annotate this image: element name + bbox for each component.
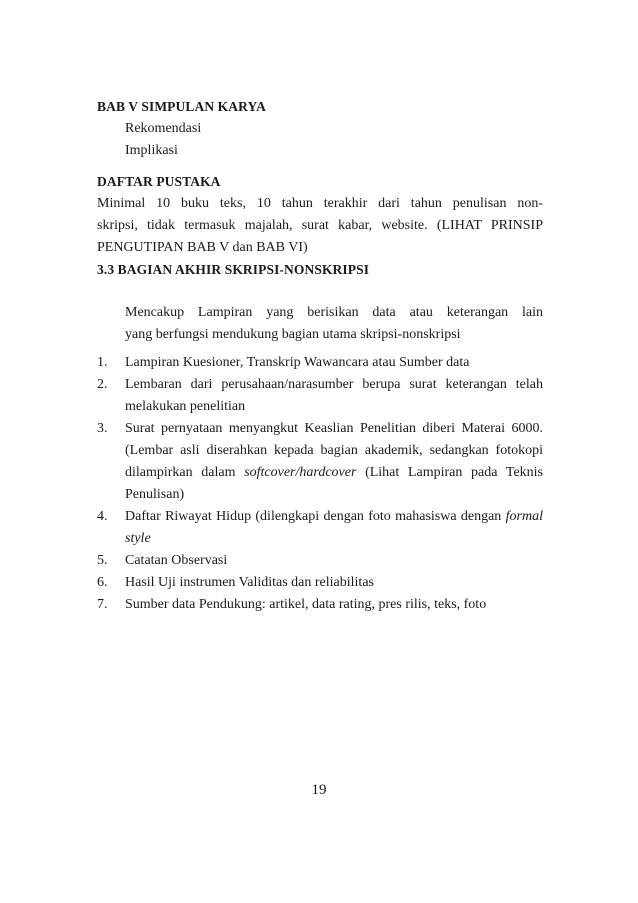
daftar-pustaka-line-1: Minimal 10 buku teks, 10 tahun terakhir dari tahun penulisan non- <box>97 196 543 211</box>
list-number: 5. <box>97 553 108 568</box>
section-3-3-heading: 3.3 BAGIAN AKHIR SKRIPSI-NONSKRIPSI <box>97 262 370 277</box>
list-text: Lembaran dari perusahaan/narasumber berupa surat keterangan telah melakukan penelitian <box>125 377 543 414</box>
bab5-heading: BAB V SIMPULAN KARYA <box>97 99 266 114</box>
daftar-pustaka-section <box>97 171 543 259</box>
bab5-item-implikasi: Implikasi <box>125 143 178 158</box>
page-number: 19 <box>311 782 327 798</box>
list-text-part: Daftar Riwayat Hidup (dilengkapi dengan foto mahasiswa dengan <box>125 509 506 524</box>
section-3-3-intro <box>97 302 543 346</box>
list-text: Hasil Uji instrumen Validitas dan reliabilitas <box>125 575 374 590</box>
lampiran-list <box>97 352 543 616</box>
list-item <box>97 572 543 594</box>
list-number: 3. <box>97 421 108 436</box>
list-item <box>97 594 543 616</box>
list-number: 4. <box>97 509 108 524</box>
section-3-3 <box>97 259 543 281</box>
list-text-part: (Lihat Lampiran pada Teknis Penulisan) <box>125 465 543 502</box>
list-number: 2. <box>97 377 108 392</box>
daftar-pustaka-line-3: PENGUTIPAN BAB V dan BAB VI) <box>97 240 308 255</box>
list-text: Catatan Observasi <box>125 553 228 568</box>
list-item <box>97 550 543 572</box>
list-item <box>97 374 543 418</box>
list-text <box>125 418 543 506</box>
bab5-item-rekomendasi: Rekomendasi <box>125 121 202 136</box>
list-text-part: Surat pernyataan menyangkut Keaslian Penelitian diberi Materai 6000. (Lembar asli diserahkan kepada bagian akademik, sedangkan fotokopi dilampirkan dalam <box>125 421 543 480</box>
list-number: 1. <box>97 355 108 370</box>
daftar-pustaka-heading: DAFTAR PUSTAKA <box>97 174 221 189</box>
bab5-section <box>97 96 543 162</box>
list-text-italic: formal style <box>125 509 543 546</box>
list-text: Sumber data Pendukung: artikel, data rating, pres rilis, teks, foto <box>125 597 487 612</box>
list-text-italic: softcover/hardcover <box>244 465 357 480</box>
list-text <box>125 506 543 550</box>
list-text: Lampiran Kuesioner, Transkrip Wawancara atau Sumber data <box>125 355 470 370</box>
intro-line-2: yang berfungsi mendukung bagian utama skripsi-nonskripsi <box>125 327 461 342</box>
daftar-pustaka-line-2: skripsi, tidak termasuk majalah, surat kabar, website. (LIHAT PRINSIP <box>97 218 543 233</box>
list-item <box>97 506 543 550</box>
list-item <box>97 352 543 374</box>
list-number: 6. <box>97 575 108 590</box>
list-item <box>97 418 543 506</box>
intro-line-1: Mencakup Lampiran yang berisikan data atau keterangan lain <box>125 305 543 320</box>
list-number: 7. <box>97 597 108 612</box>
